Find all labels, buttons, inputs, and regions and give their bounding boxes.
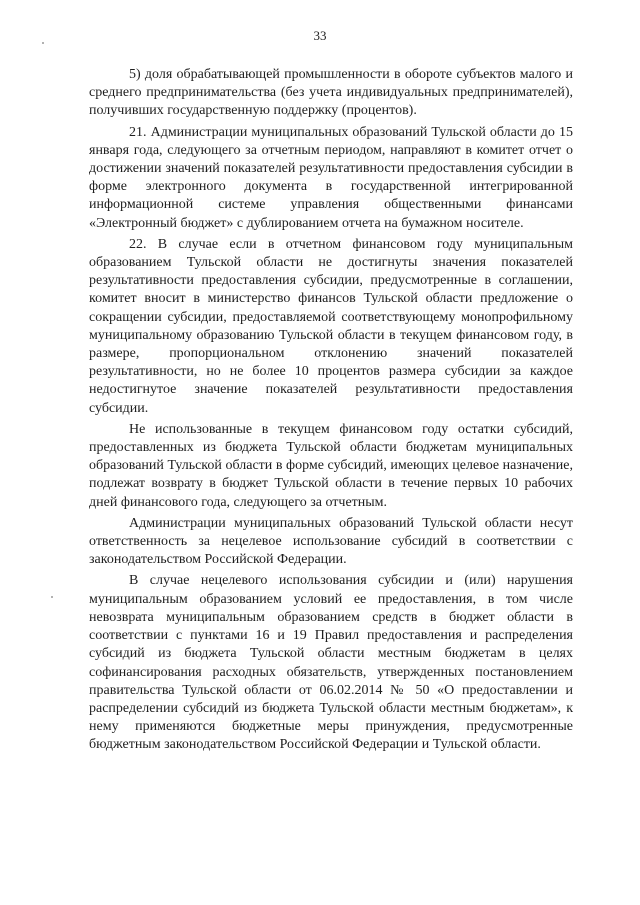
paragraph-clause-22: 22. В случае если в отчетном финансовом году муниципальным образованием Тульской области не достигнуты значения показателей результативности предоставления субсидии, предусмотренные в соглашении, комитет вносит в министерство финансов Тульской области предложение о сокращении субсидии, предоставляемой соответствующему монопрофильному муниципальному образованию Тульской области в текущем финансовом году, в размере, пропорциональном отклонению значений показателей результативности, но не более 10 процентов размера субсидии за каждое недостигнутое значение показателей результативности предоставления субсидии. bbox=[89, 236, 573, 416]
scan-speck bbox=[51, 596, 53, 598]
scan-speck bbox=[42, 42, 44, 44]
paragraph-item-5: 5) доля обрабатывающей промышленности в обороте субъектов малого и среднего предпринимательства (без учета индивидуальных предпринимателей), получивших государственную поддержку (процентов). bbox=[89, 67, 573, 119]
document-body bbox=[89, 66, 573, 755]
paragraph-clause-21: 21. Администрации муниципальных образований Тульской области до 15 января года, следующего за отчетным периодом, направляют в комитет отчет о достижении значений показателей результативности предоставления субсидии в форме электронного документа в государственной интегрированной информационной системе управления общественными финансами «Электронный бюджет» с дублированием отчета на бумажном носителе. bbox=[89, 124, 573, 231]
paragraph-misuse-measures: В случае нецелевого использования субсидии и (или) нарушения муниципальным образованием условий ее предоставления, в том числе невозврата муниципальным образованием средств в бюджет области в соответствии с пунктами 16 и 19 Правил предоставления и распределения субсидий из бюджета Тульской области местным бюджетам в целях софинансирования расходных обязательств, утвержденных постановлением правительства Тульской области от 06.02.2014 № 50 «О предоставлении и распределении субсидий из бюджета Тульской области местным бюджетам», к нему применяются бюджетные меры принуждения, предусмотренные бюджетным законодательством Российской Федерации и Тульской области. bbox=[89, 573, 573, 753]
paragraph-unused-balances: Не использованные в текущем финансовом году остатки субсидий, предоставленных из бюджета Тульской области бюджетам муниципальных образований Тульской области в форме субсидий, имеющих целевое назначение, подлежат возврату в бюджет Тульской области в течение первых 10 рабочих дней финансового года, следующего за отчетным. bbox=[89, 421, 573, 510]
paragraph-responsibility: Администрации муниципальных образований Тульской области несут ответственность за нецелевое использование субсидий в соответствии с законодательством Российской Федерации. bbox=[89, 515, 573, 568]
page-number: 33 bbox=[313, 28, 327, 43]
